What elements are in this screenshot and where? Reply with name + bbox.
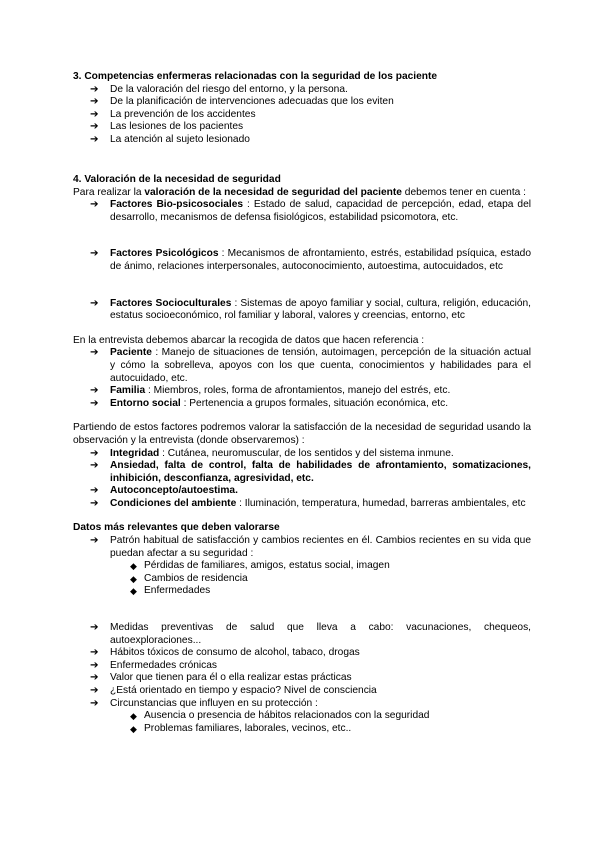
list-item: ➔ De la planificación de intervenciones adecuadas que los eviten	[90, 96, 394, 108]
diamond-icon: ◆	[130, 561, 137, 572]
sub-item: ◆ Enfermedades	[130, 585, 211, 597]
section-3-heading: 3. Competencias enfermeras relacionadas con la seguridad de los paciente	[73, 71, 438, 82]
arrow-icon: ➔	[90, 685, 99, 696]
arrow-icon: ➔	[90, 248, 99, 260]
arrow-icon: ➔	[90, 672, 99, 684]
arrow-icon: ➔	[90, 447, 99, 459]
factor-item: ➔ Factores Socioculturales : Sistemas de apoyo familiar y social, cultura, religión, educación, estatus socioeconómico, rol familiar y laboral, valores y creencias, entorno, etc	[90, 297, 531, 322]
observation-item: ➔ Autoconcepto/autoestima.	[90, 485, 238, 497]
list-item: ➔ Las lesiones de los pacientes	[90, 121, 244, 133]
sub-item: ◆ Cambios de residencia	[130, 572, 248, 584]
interview-item: ➔ Paciente : Manejo de situaciones de tensión, autoimagen, percepción de la situación actual y cómo la sobrelleva, apoyos con los que cuenta, conocimientos y habilidades para el autocuidado, etc.	[90, 347, 531, 384]
arrow-icon: ➔	[90, 347, 99, 359]
datos-heading: Datos más relevantes que deben valorarse	[73, 522, 280, 534]
diamond-icon: ◆	[130, 711, 137, 722]
observation-item: ➔ Ansiedad, falta de control, falta de habilidades de afrontamiento, somatizaciones, inhibición, desconfianza, agresividad, etc.	[90, 460, 531, 484]
factor-item: ➔ Factores Bio-psicosociales : Estado de salud, capacidad de percepción, edad, etapa del desarrollo, mecanismos de defensa fisiológicos, estabilidad psicomotora, etc.	[90, 199, 531, 223]
diamond-icon: ◆	[130, 723, 137, 734]
arrow-icon: ➔	[90, 385, 99, 397]
interview-item: ➔ Familia : Miembros, roles, forma de afrontamientos, manejo del estrés, etc.	[90, 385, 451, 397]
sub-item: ◆ Problemas familiares, laborales, vecinos, etc..	[130, 722, 352, 734]
arrow-icon: ➔	[90, 83, 99, 95]
datos-item: ➔ Patrón habitual de satisfacción y cambios recientes en él. Cambios recientes en su vida que puedan afectar a su seguridad :	[90, 535, 531, 559]
diamond-icon: ◆	[130, 586, 137, 597]
datos-item: ➔ ¿Está orientado en tiempo y espacio? Nivel de consciencia	[90, 685, 377, 696]
datos-item: ➔ Valor que tienen para él o ella realizar estas prácticas	[90, 672, 352, 684]
arrow-icon: ➔	[90, 121, 99, 133]
list-item: ➔ La atención al sujeto lesionado	[90, 133, 250, 145]
section-4-heading: 4. Valoración de la necesidad de seguridad	[73, 174, 281, 185]
arrow-icon: ➔	[90, 96, 99, 108]
sub-item: ◆ Pérdidas de familiares, amigos, estatus social, imagen	[130, 560, 390, 572]
section-4-intro: Para realizar la valoración de la necesidad de seguridad del paciente debemos tener en cuenta :	[73, 186, 526, 198]
section-4	[73, 174, 531, 735]
arrow-icon: ➔	[90, 397, 99, 409]
arrow-icon: ➔	[90, 133, 99, 145]
observation-intro: Partiendo de estos factores podremos valorar la satisfacción de la necesidad de seguridad usando la observación y la entrevista (donde observaremos) :	[73, 422, 531, 446]
arrow-icon: ➔	[90, 622, 99, 634]
datos-item: ➔ Circunstancias que influyen en su protección :	[90, 697, 318, 709]
observation-item: ➔ Integridad : Cutánea, neuromuscular, de los sentidos y del sistema inmune.	[90, 447, 454, 459]
arrow-icon: ➔	[90, 697, 99, 709]
arrow-icon: ➔	[90, 497, 99, 509]
sub-item: ◆ Ausencia o presencia de hábitos relacionados con la seguridad	[130, 710, 430, 722]
arrow-icon: ➔	[90, 108, 99, 120]
arrow-icon: ➔	[90, 485, 99, 497]
section-3	[73, 71, 531, 147]
factor-item: ➔ Factores Psicológicos : Mecanismos de afrontamiento, estrés, estabilidad psíquica, estado de ánimo, relaciones interpersonales, autoconocimiento, autoestima, autocuidados, etc	[90, 248, 531, 272]
interview-item: ➔ Entorno social : Pertenencia a grupos formales, situación económica, etc.	[90, 397, 449, 409]
datos-item: ➔ Enfermedades crónicas	[90, 659, 218, 671]
list-item: ➔ De la valoración del riesgo del entorno, y la persona.	[90, 83, 348, 95]
datos-item: ➔ Hábitos tóxicos de consumo de alcohol, tabaco, drogas	[90, 647, 360, 659]
list-item: ➔ La prevención de los accidentes	[90, 108, 256, 120]
observation-item: ➔ Condiciones del ambiente : Iluminación, temperatura, humedad, barreras ambientales, etc	[90, 497, 526, 509]
datos-item: ➔ Medidas preventivas de salud que lleva a cabo: vacunaciones, chequeos, autoexploraciones...	[90, 622, 531, 646]
arrow-icon: ➔	[90, 647, 99, 659]
arrow-icon: ➔	[90, 460, 99, 472]
diamond-icon: ◆	[130, 573, 137, 584]
arrow-icon: ➔	[90, 535, 99, 547]
arrow-icon: ➔	[90, 659, 99, 671]
interview-intro: En la entrevista debemos abarcar la recogida de datos que hacen referencia :	[73, 334, 425, 346]
arrow-icon: ➔	[90, 297, 99, 309]
arrow-icon: ➔	[90, 199, 99, 211]
